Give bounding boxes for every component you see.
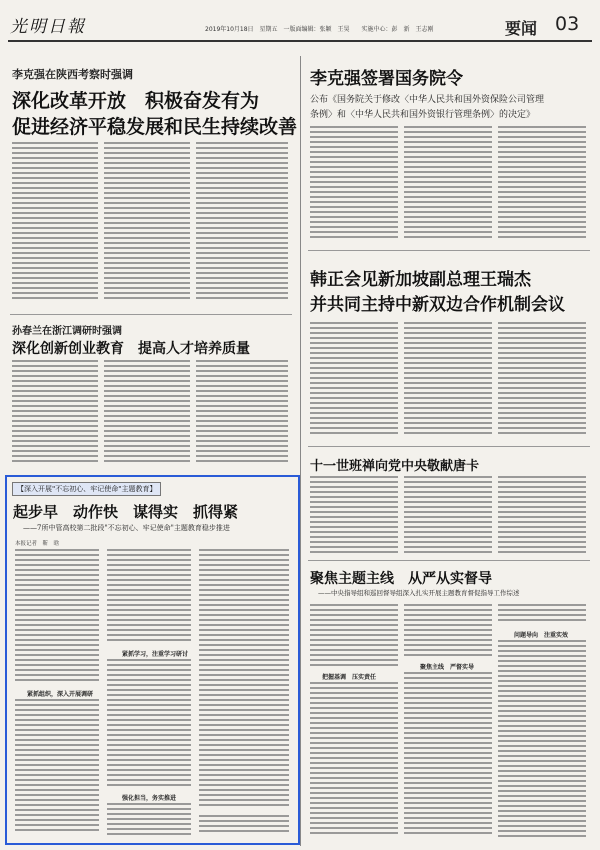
story3-headline: 深化创新创业教育 提高人才培养质量 — [12, 341, 250, 357]
story6-subhead-1: 把握基调 压实责任 — [322, 674, 377, 681]
separator — [308, 446, 590, 447]
story5-text-col3 — [498, 476, 586, 554]
story5-headline: 十一世班禅向党中央敬献唐卡 — [310, 459, 480, 474]
story1-text-col2 — [104, 142, 190, 302]
newspaper-logo: 光明日報 — [10, 17, 86, 37]
separator — [308, 560, 590, 561]
story6-text-col3 — [498, 604, 586, 624]
story2-text-col1 — [310, 126, 398, 241]
story1-kicker: 李克强在陕西考察时强调 — [12, 68, 133, 81]
story5-text-col1 — [310, 476, 398, 554]
story2-text-col3 — [498, 126, 586, 241]
story3-kicker: 孙春兰在浙江调研时强调 — [12, 326, 122, 337]
story6-subhead-3: 问题导向 注重实效 — [514, 632, 569, 639]
story1-text-col1 — [12, 142, 98, 302]
section-title: 要闻 — [505, 19, 538, 38]
story4-text-col1 — [310, 322, 398, 437]
story2-subhead-line1: 公布《国务院关于修改〈中华人民共和国外资保险公司管理 — [310, 95, 545, 105]
feature-highlight-box[interactable] — [5, 475, 300, 845]
story5-text-col2 — [404, 476, 492, 554]
story6-subhead: ——中央指导组和巡回督导组深入扎实开展主题教育督促指导工作综述 — [318, 589, 520, 597]
story6-text-col3b — [498, 640, 586, 837]
feature-text-col3b — [199, 815, 289, 835]
feature-subhead-3: 强化担当，务实推进 — [122, 795, 177, 802]
separator — [10, 314, 292, 315]
feature-byline: 本报记者 靳 晗 — [15, 541, 60, 547]
story4-text-col3 — [498, 322, 586, 437]
story1-text-col3 — [196, 142, 288, 302]
story3-text-col2 — [104, 360, 190, 465]
feature-text-col2 — [107, 549, 191, 644]
feature-headline: 起步早 动作快 谋得实 抓得紧 — [13, 503, 239, 521]
story6-text-col1b — [310, 682, 398, 837]
story2-headline: 李克强签署国务院令 — [310, 69, 463, 89]
story4-headline-line1: 韩正会见新加坡副总理王瑞杰 — [310, 270, 531, 290]
story2-text-col2 — [404, 126, 492, 241]
feature-text-col3 — [199, 549, 289, 809]
story2-subhead-line2: 条例〉和〈中华人民共和国外资银行管理条例〉的决定》 — [310, 110, 536, 120]
masthead — [0, 0, 600, 40]
story6-subhead-2: 聚焦主线 严督实导 — [420, 664, 475, 671]
story6-text-col2 — [404, 604, 492, 656]
date-line: 2019年10月18日 星期五 一版面编辑：张颖 王昊 实施中心：彭 新 王志刚 — [205, 26, 434, 33]
column-divider — [300, 56, 301, 846]
feature-text-col2c — [107, 803, 191, 835]
feature-text-col2b — [107, 659, 191, 787]
page-number: 03 — [555, 13, 580, 35]
story3-text-col1 — [12, 360, 98, 465]
feature-subhead-1: 紧抓组织，深入开展调研 — [27, 691, 94, 698]
story6-text-col2b — [404, 672, 492, 837]
feature-text-col1b — [15, 699, 99, 834]
story3-text-col3 — [196, 360, 288, 465]
story6-headline: 聚焦主题主线 从严从实督导 — [310, 571, 492, 587]
separator — [308, 250, 590, 251]
story6-text-col1 — [310, 604, 398, 666]
feature-text-col1 — [15, 549, 99, 684]
story1-headline-line1: 深化改革开放 积极奋发有为 — [12, 90, 260, 112]
story4-text-col2 — [404, 322, 492, 437]
feature-topic-tag: 【深入开展"不忘初心、牢记使命"主题教育】 — [12, 482, 161, 496]
masthead-rule — [8, 40, 592, 42]
feature-subhead-2: 紧抓学习，注重学习研讨 — [122, 651, 189, 658]
story1-headline-line2: 促进经济平稳发展和民生持续改善 — [12, 116, 298, 138]
feature-subhead: ——7所中管高校第二批段"不忘初心、牢记使命"主题教育稳步推进 — [23, 524, 230, 532]
story4-headline-line2: 并共同主持中新双边合作机制会议 — [310, 295, 565, 315]
